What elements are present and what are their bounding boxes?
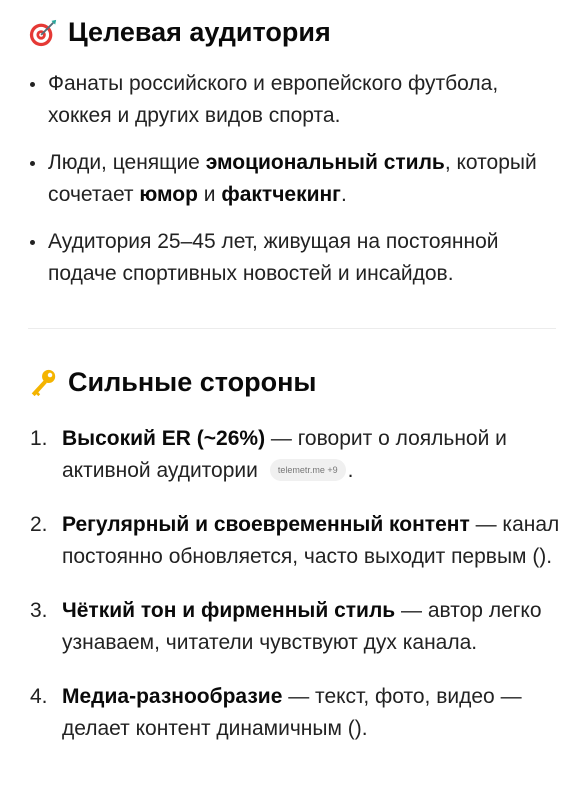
bold-text: Высокий ER (~26%) (62, 427, 266, 450)
list-item (28, 226, 563, 290)
item-text: — текст, фото, видео — делает контент динамичным (). (62, 685, 522, 740)
section-heading-strengths (28, 367, 316, 398)
key-icon (28, 368, 58, 398)
item-number: 2. (30, 513, 48, 536)
target-dart-icon (28, 18, 58, 48)
bold-text: Регулярный и своевременный контент (62, 513, 470, 536)
section-title: Целевая аудитория (68, 17, 331, 47)
bold-text: фактчекинг (221, 183, 341, 206)
section-divider (28, 328, 556, 329)
list-item (28, 509, 563, 573)
bullet-dot (30, 82, 35, 87)
item-text: — говорит о лояльной и активной аудитории (62, 427, 507, 482)
source-chip[interactable]: telemetr.me +9 (270, 459, 346, 481)
item-text: . (340, 183, 347, 206)
item-text: Аудитория 25–45 лет, живущая на постоянной подаче спортивных новостей и инсайдов. (48, 230, 499, 285)
bold-text: Медиа-разнообразие (62, 685, 283, 708)
list-item (28, 595, 563, 659)
item-text: — автор легко узнаваем, читатели чувствуют дух канала. (62, 599, 542, 654)
item-number: 1. (30, 427, 48, 450)
audience-list (28, 68, 563, 305)
item-number: 3. (30, 599, 48, 622)
bullet-dot (30, 161, 35, 166)
section-title: Сильные стороны (68, 367, 317, 397)
list-item (28, 423, 563, 487)
list-item (28, 68, 563, 132)
list-item (28, 147, 563, 211)
section-heading-target-audience (28, 17, 331, 48)
item-text: — канал постоянно обновляется, часто выходит первым (). (62, 513, 560, 568)
bold-text: эмоциональный стиль (205, 151, 445, 174)
item-text: , который сочетает (48, 151, 537, 206)
item-text: Люди, ценящие (48, 151, 206, 174)
list-item (28, 681, 563, 745)
bold-text: юмор (139, 183, 198, 206)
strengths-list (28, 423, 563, 767)
item-text: и (197, 183, 222, 206)
bold-text: Чёткий тон и фирменный стиль (62, 599, 396, 622)
bullet-dot (30, 240, 35, 245)
item-text: Фанаты российского и европейского футбола, хоккея и других видов спорта. (48, 72, 499, 127)
item-number: 4. (30, 685, 48, 708)
item-text: . (347, 459, 354, 482)
